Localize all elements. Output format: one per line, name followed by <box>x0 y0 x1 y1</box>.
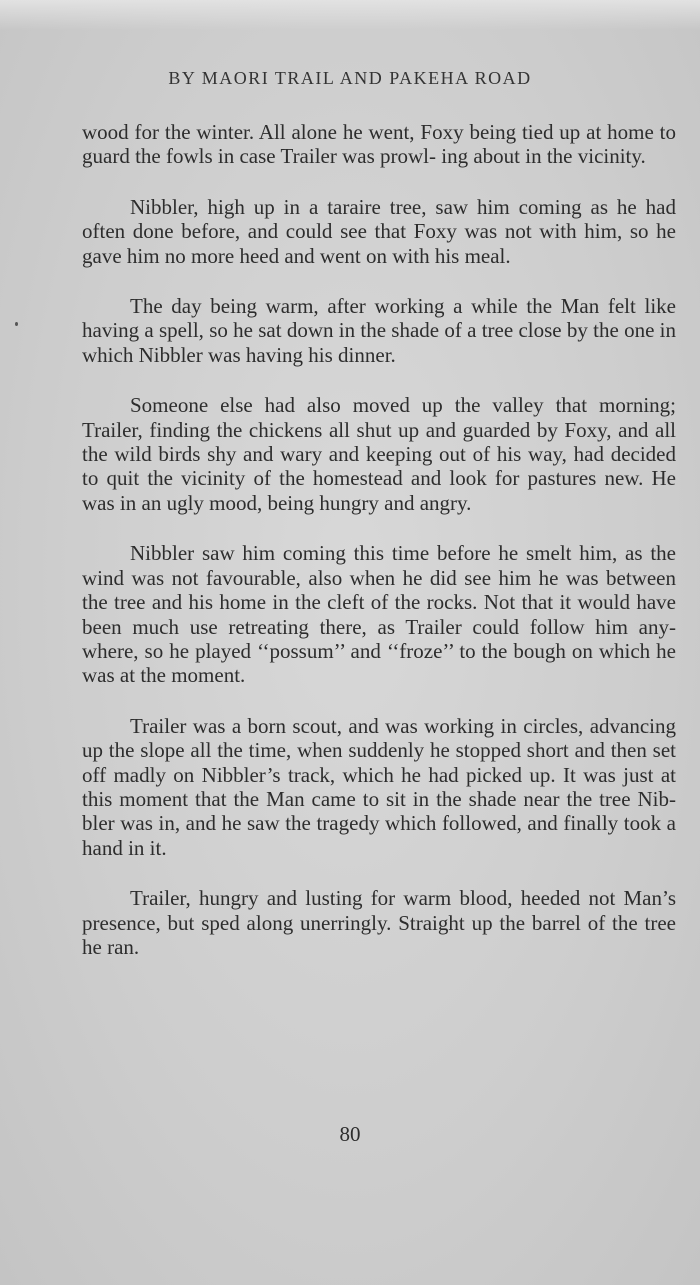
paragraph-2: Nibbler, high up in a taraire tree, saw him coming as he had often done before, and could see that Foxy was not with him, so he gave him no more heed and went on with his meal. <box>82 194 676 268</box>
body-text <box>82 120 676 985</box>
paragraph-6: Trailer was a born scout, and was working in circles, advancing up the slope all the time, when suddenly he stopped short and then set off madly on Nibbler’s track, which he had picked up. It was just at this moment that the Man came to sit in the shade near the tree Nib- bler was in, and he saw the tragedy which followed, and finally took a hand in it. <box>82 713 676 860</box>
paper-speck <box>15 322 18 326</box>
paragraph-5: Nibbler saw him coming this time before he smelt him, as the wind was not favourable, also when he did see him he was between the tree and his home in the cleft of the rocks. Not that it would have been much use retreating there, as Trailer could follow him any- where, so he played ‘‘possum’’ and ‘‘froze’’ to the bough on which he was at the moment. <box>82 541 676 688</box>
page-edge-shading <box>0 0 700 30</box>
paragraph-4: Someone else had also moved up the valley that morning; Trailer, finding the chickens all shut up and guarded by Foxy, and all the wild birds shy and wary and keeping out of his way, had decided to quit the vicinity of the homestead and look for pastures new. He was in an ugly mood, being hungry and angry. <box>82 393 676 515</box>
running-head: BY MAORI TRAIL AND PAKEHA ROAD <box>168 68 532 88</box>
page-number: 80 <box>339 1122 361 1146</box>
paragraph-1: wood for the winter. All alone he went, Foxy being tied up at home to guard the fowls in case Trailer was prowl- ing about in the vicinity. <box>82 120 676 169</box>
paragraph-7: Trailer, hungry and lusting for warm blood, heeded not Man’s presence, but sped along unerringly. Straight up the barrel of the tree he ran. <box>82 886 676 959</box>
paragraph-3: The day being warm, after working a while the Man felt like having a spell, so he sat down in the shade of a tree close by the one in which Nibbler was having his dinner. <box>82 294 676 367</box>
